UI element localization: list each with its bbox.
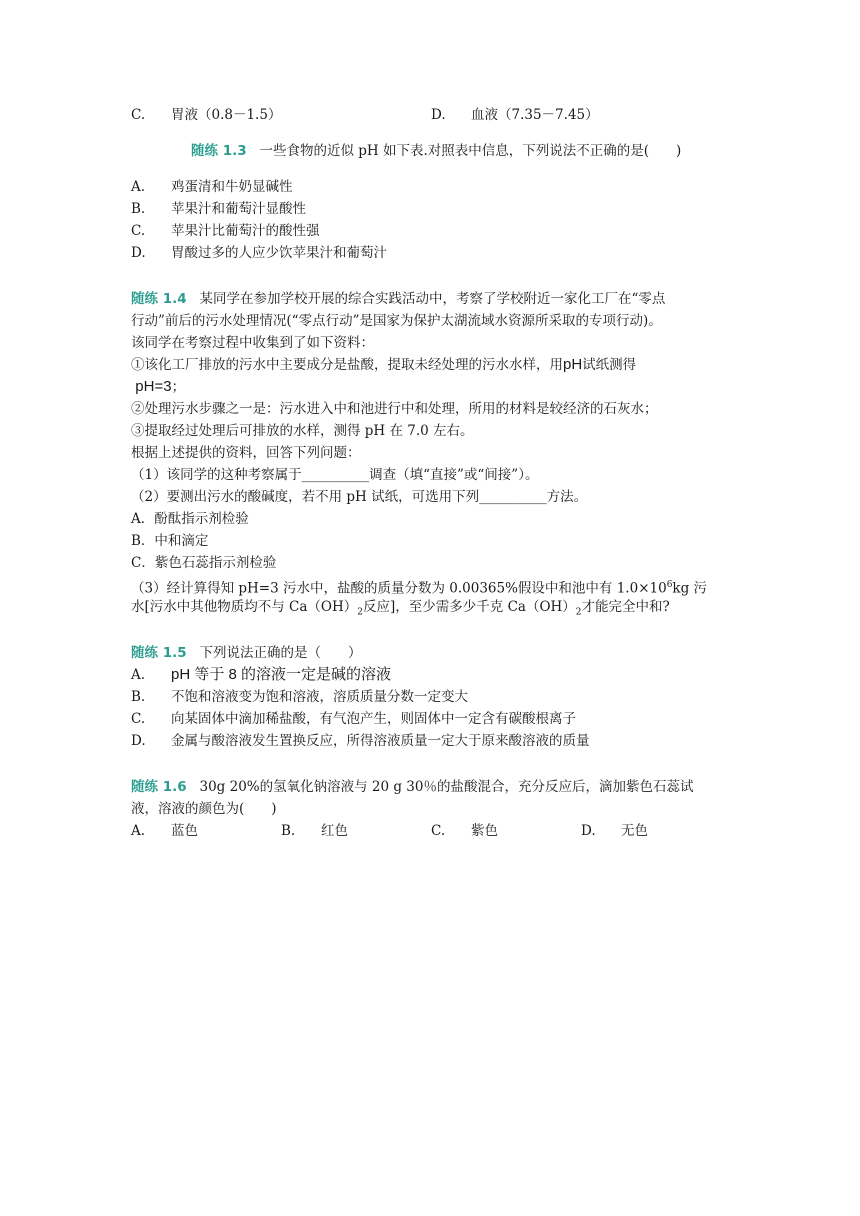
q14-sub2-option-c: C．紫色石蕊指示剂检验 xyxy=(131,555,277,571)
q16-options-row xyxy=(131,820,731,842)
q13-option-b: B. 苹果汁和葡萄汁显酸性 xyxy=(131,201,306,217)
option-c: C. 紫色 xyxy=(431,823,498,839)
question-label: 随练 1.5 xyxy=(131,645,187,661)
q13-stem: 随练 1.3 一些食物的近似 pH 如下表.对照表中信息，下列说法不正确的是( ) xyxy=(191,143,682,159)
q14-sub3-line1: （3）经计算得知 pH=3 污水中，盐酸的质量分数为 0.00365%假设中和池中有 $1.0\times 10^6kg$ 污 xyxy=(131,580,708,597)
q13-option-c: C. 苹果汁比葡萄汁的酸性强 xyxy=(131,223,320,239)
q14-sub2: （2）要测出污水的酸碱度，若不用 pH 试纸，可选用下列__________方法。 xyxy=(131,489,588,505)
q14-sub3-line2: 水[污水中其他物质均不与 $Ca(OH)_2$反应]，至少需多少千克 $Ca(OH)_2$才能完全中和? xyxy=(131,599,670,618)
q14-stem-line1: 随练 1.4 某同学在参加学校开展的综合实践活动中，考察了学校附近一家化工厂在“零点 xyxy=(131,291,666,307)
q16-stem-line1: 随练 1.6 30g 20%的氢氧化钠溶液与 20 g 30％的盐酸混合，充分反应后，滴加紫色石蕊试 xyxy=(131,779,694,795)
q12-options-row xyxy=(131,104,731,126)
q14-stem-line2: 行动”前后的污水处理情况(“零点行动”是国家为保护太湖流域水资源所采取的专项行动)。 xyxy=(131,313,662,329)
q14-sub1: （1）该同学的这种考察属于__________调查（填“直接”或“间接”）。 xyxy=(131,467,539,483)
option-d: D. 血液（7.35－7.45） xyxy=(431,107,599,123)
option-a: A. 蓝色 xyxy=(131,823,198,839)
q15-option-d: D. 金属与酸溶液发生置换反应，所得溶液质量一定大于原来酸溶液的质量 xyxy=(131,733,590,749)
document-page xyxy=(131,104,731,842)
q14-item1-cont: pH=3； xyxy=(135,378,186,395)
q14-prompt: 根据上述提供的资料，回答下列问题： xyxy=(131,445,361,461)
option-c: C. 胃液（0.8－1.5） xyxy=(131,107,282,123)
q15-option-a: A. pH 等于 8 的溶液一定是碱的溶液 xyxy=(131,666,392,683)
q15-option-c: C. 向某固体中滴加稀盐酸，有气泡产生，则固体中一定含有碳酸根离子 xyxy=(131,711,576,727)
question-label: 随练 1.4 xyxy=(131,291,187,307)
q13-option-d: D. 胃酸过多的人应少饮苹果汁和葡萄汁 xyxy=(131,245,387,261)
q16-stem-line2: 液，溶液的颜色为( ) xyxy=(131,801,277,817)
q14-item1: ①该化工厂排放的污水中主要成分是盐酸，提取未经处理的污水水样，用pH试纸测得 xyxy=(131,356,637,373)
q15-option-b: B. 不饱和溶液变为饱和溶液，溶质质量分数一定变大 xyxy=(131,689,468,705)
option-b: B. 红色 xyxy=(281,823,348,839)
question-label: 随练 1.6 xyxy=(131,779,187,795)
q14-stem-line3: 该同学在考察过程中收集到了如下资料： xyxy=(131,335,374,351)
q13-option-a: A. 鸡蛋清和牛奶显碱性 xyxy=(131,179,293,195)
q14-item3: ③提取经过处理后可排放的水样，测得 pH 在 7.0 左右。 xyxy=(131,423,474,439)
q15-stem: 随练 1.5 下列说法正确的是（ ） xyxy=(131,645,362,661)
q14-sub2-option-b: B．中和滴定 xyxy=(131,533,209,549)
q14-sub2-option-a: A．酚酞指示剂检验 xyxy=(131,511,249,527)
question-label: 随练 1.3 xyxy=(191,143,247,159)
option-d: D. 无色 xyxy=(581,823,648,839)
q14-item2: ②处理污水步骤之一是：污水进入中和池进行中和处理，所用的材料是较经济的石灰水； xyxy=(131,401,658,417)
